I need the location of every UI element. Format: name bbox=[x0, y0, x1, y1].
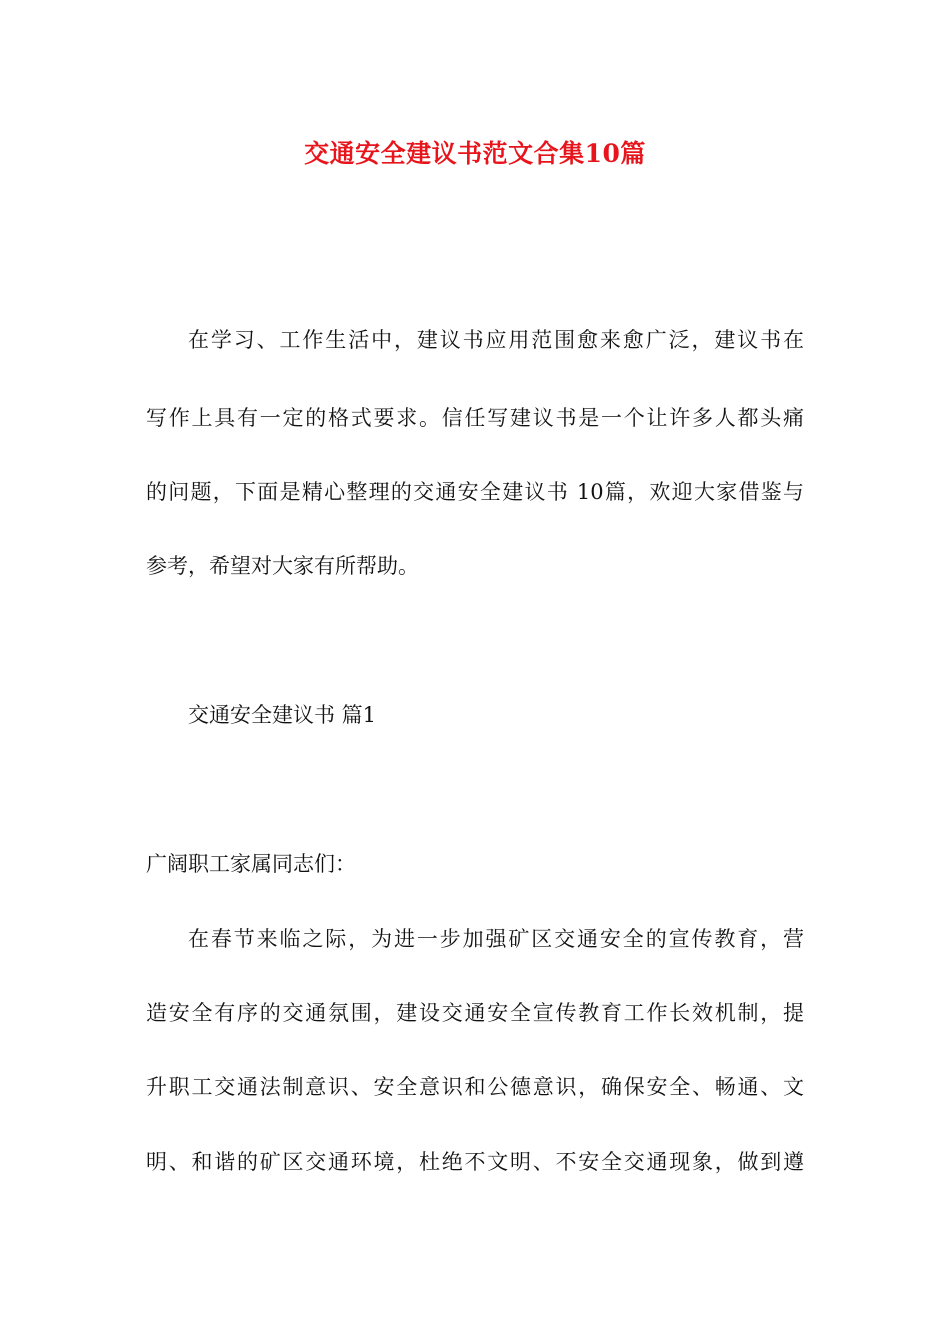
intro-line-1: 在学习、工作生活中，建议书应用范围愈来愈广泛，建议书在 bbox=[188, 328, 804, 352]
salutation: 广阔职工家属同志们： bbox=[146, 852, 356, 876]
intro-line-4: 参考，希望对大家有所帮助。 bbox=[146, 554, 419, 578]
body-line-2: 造安全有序的交通氛围，建设交通安全宣传教育工作长效机制，提 bbox=[146, 1001, 804, 1025]
intro-line-3: 的问题，下面是精心整理的交通安全建议书 10篇，欢迎大家借鉴与 bbox=[146, 480, 804, 504]
intro-line-2: 写作上具有一定的格式要求。信任写建议书是一个让许多人都头痛 bbox=[146, 406, 804, 430]
document-title: 交通安全建议书范文合集10篇 bbox=[304, 139, 646, 168]
section-heading: 交通安全建议书 篇1 bbox=[188, 703, 377, 727]
body-line-4: 明、和谐的矿区交通环境，杜绝不文明、不安全交通现象，做到遵 bbox=[146, 1150, 804, 1174]
body-line-3: 升职工交通法制意识、安全意识和公德意识，确保安全、畅通、文 bbox=[146, 1075, 804, 1099]
body-line-1: 在春节来临之际，为进一步加强矿区交通安全的宣传教育，营 bbox=[188, 927, 804, 951]
